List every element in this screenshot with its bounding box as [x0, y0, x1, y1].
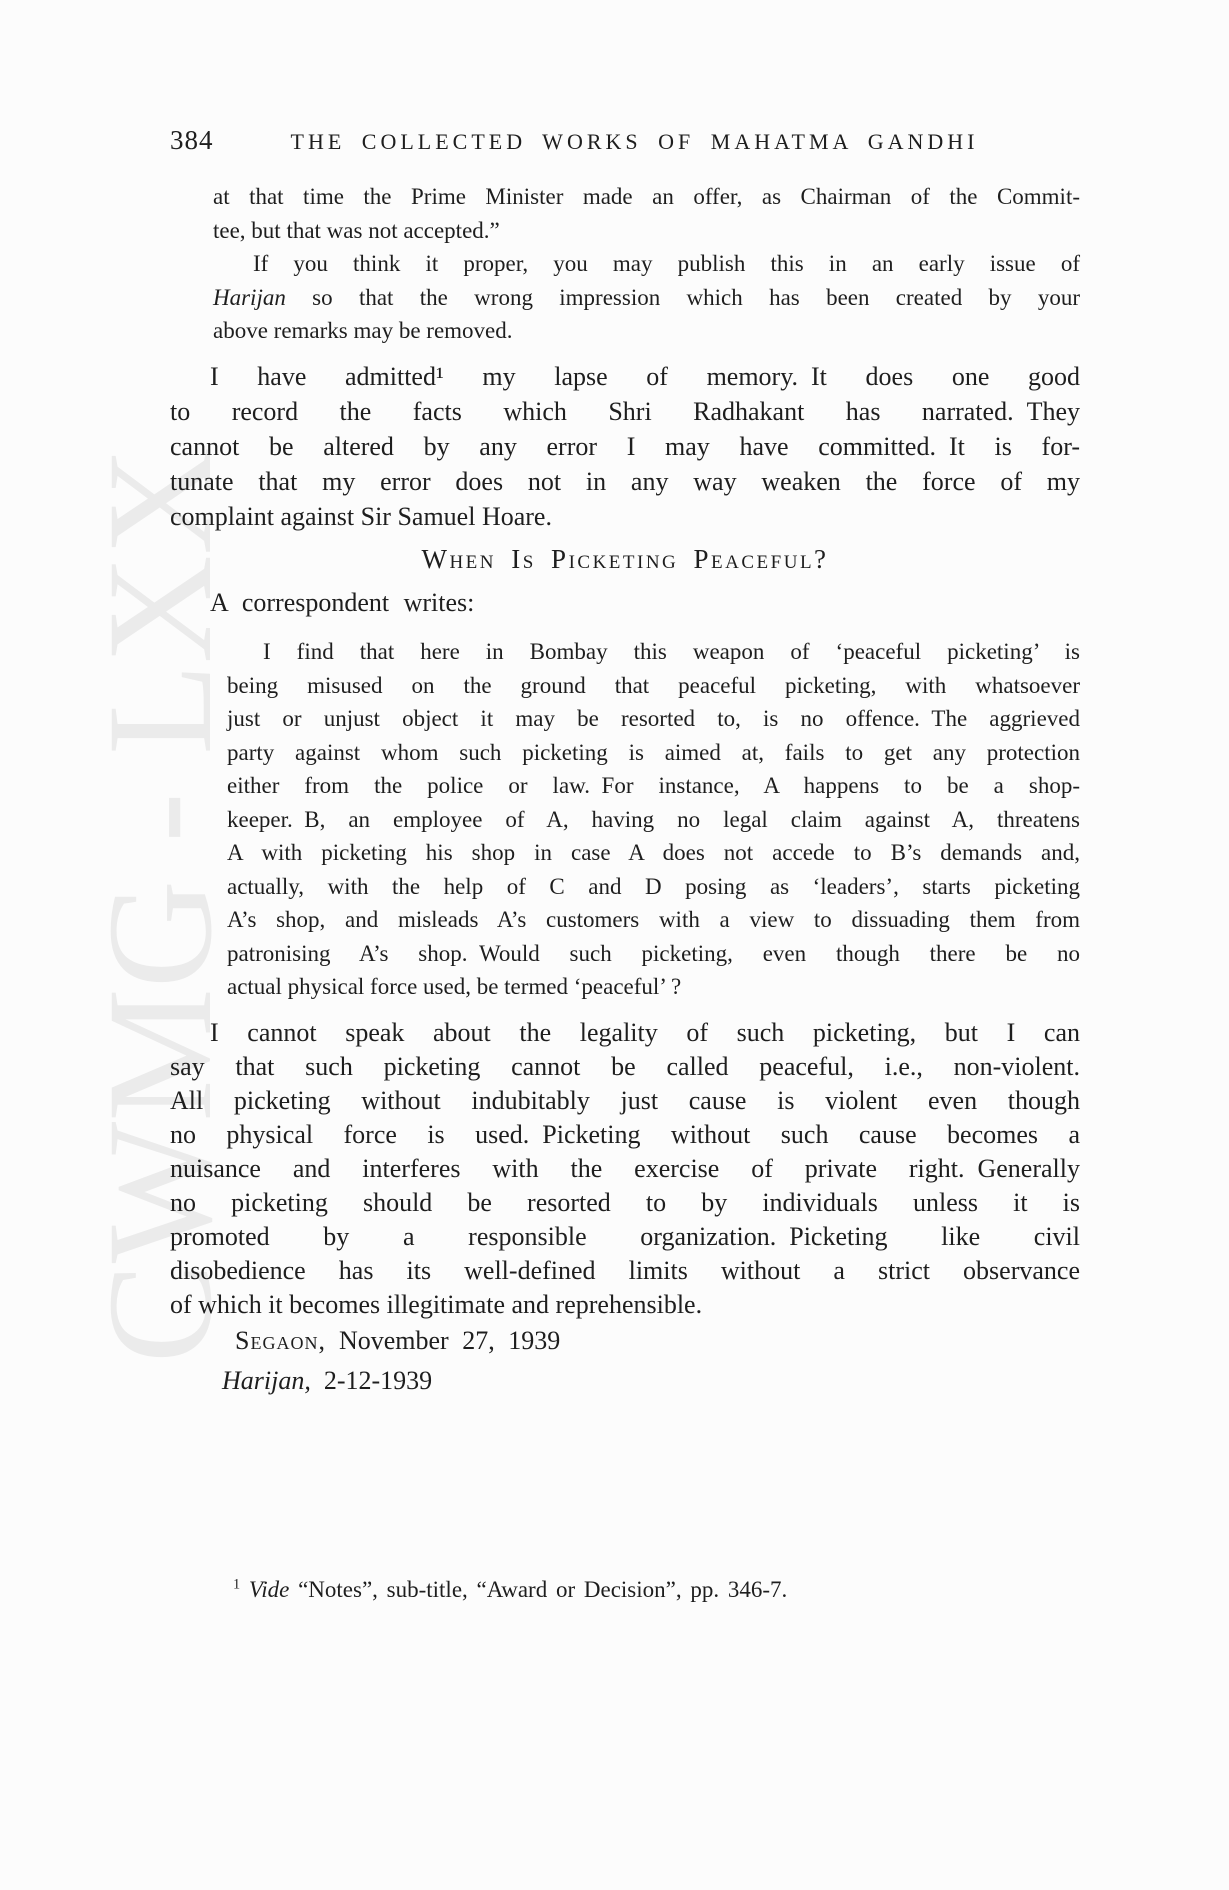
correspondent-quote-block: [227, 635, 1080, 1004]
text-line: say that such picketing cannot be called peaceful, i.e., non-violent.: [170, 1052, 1080, 1081]
source-line: [170, 1366, 1080, 1396]
text-line: above remarks may be removed.: [213, 318, 513, 343]
source-date: 2-12-1939: [323, 1366, 433, 1395]
signoff-location: Segaon,: [235, 1326, 326, 1355]
text-line: complaint against Sir Samuel Hoare.: [170, 502, 552, 531]
article-heading: When Is Picketing Peaceful?: [421, 544, 829, 574]
quoted-letter-block: [213, 180, 1080, 348]
running-head: THE COLLECTED WORKS OF MAHATMA GANDHI: [290, 129, 979, 154]
text-line: nuisance and interferes with the exercise of private right. Generally: [170, 1154, 1080, 1183]
text-segment: so that the wrong impression which has been created by your: [312, 284, 1080, 310]
intro-line: A correspondent writes:: [210, 588, 475, 617]
text-line: of which it becomes illegitimate and reprehensible.: [170, 1290, 703, 1319]
text-line: A’s shop, and misleads A’s customers with a view to dissuading them from: [227, 907, 1080, 932]
source-title-italic: Harijan,: [222, 1366, 311, 1395]
text-line: tunate that my error does not in any way weaken the force of my: [170, 467, 1080, 496]
text-line: cannot be altered by any error I may have committed. It is for-: [170, 432, 1080, 461]
text-line: no picketing should be resorted to by individuals unless it is: [170, 1188, 1080, 1217]
text-line: patronising A’s shop. Would such picketing, even though there be no: [227, 940, 1080, 966]
text-line: either from the police or law. For instance, A happens to be a shop-: [227, 773, 1080, 798]
text-line: just or unjust object it may be resorted to, is no offence. The aggrieved: [227, 706, 1080, 731]
text-line: to record the facts which Shri Radhakant has narrated. They: [170, 397, 1080, 426]
page-header: [170, 125, 1080, 156]
text-line: keeper. B, an employee of A, having no legal claim against A, threatens: [227, 806, 1080, 832]
text-line: I have admitted¹ my lapse of memory. It does one good: [210, 362, 1080, 391]
text-line: actual physical force used, be termed ‘peaceful’ ?: [227, 974, 682, 999]
footnote-text: “Notes”, sub-title, “Award or Decision”, pp. 346-7.: [298, 1577, 788, 1602]
text-line: [213, 281, 1080, 315]
signoff-line: [170, 1326, 1080, 1356]
signoff-date: November 27, 1939: [338, 1326, 561, 1355]
text-line: tee, but that was not accepted.”: [213, 217, 500, 243]
gandhi-comment-paragraph: [170, 1016, 1080, 1322]
text-line: I find that here in Bombay this weapon of ‘peaceful picketing’ is: [263, 639, 1080, 664]
footnote-marker: 1: [233, 1576, 241, 1593]
text-line: disobedience has its well-defined limits without a strict observance: [170, 1256, 1080, 1285]
gandhi-reply-paragraph: [170, 359, 1080, 534]
text-line: A with picketing his shop in case A does not accede to B’s demands and,: [227, 840, 1080, 865]
text-line: If you think it proper, you may publish this in an early issue of: [253, 251, 1080, 276]
journal-name-italic: Harijan: [213, 284, 286, 310]
text-line: actually, with the help of C and D posing as ‘leaders’, starts picketing: [227, 873, 1080, 899]
text-line: All picketing without indubitably just cause is violent even though: [170, 1086, 1080, 1115]
text-line: no physical force is used. Picketing without such cause becomes a: [170, 1120, 1080, 1149]
page-number: 384: [170, 125, 214, 155]
text-line: I cannot speak about the legality of such picketing, but I can: [210, 1018, 1080, 1047]
footnote-vide-italic: Vide: [248, 1577, 290, 1602]
watermark-text: CWMG - LXX: [77, 446, 243, 1364]
text-line: party against whom such picketing is aimed at, fails to get any protection: [227, 739, 1080, 765]
text-line: at that time the Prime Minister made an offer, as Chairman of the Commit-: [213, 184, 1080, 209]
text-line: being misused on the ground that peaceful picketing, with whatsoever: [227, 672, 1080, 698]
footnote: [170, 1577, 1130, 1603]
text-line: promoted by a responsible organization. Picketing like civil: [170, 1222, 1080, 1251]
